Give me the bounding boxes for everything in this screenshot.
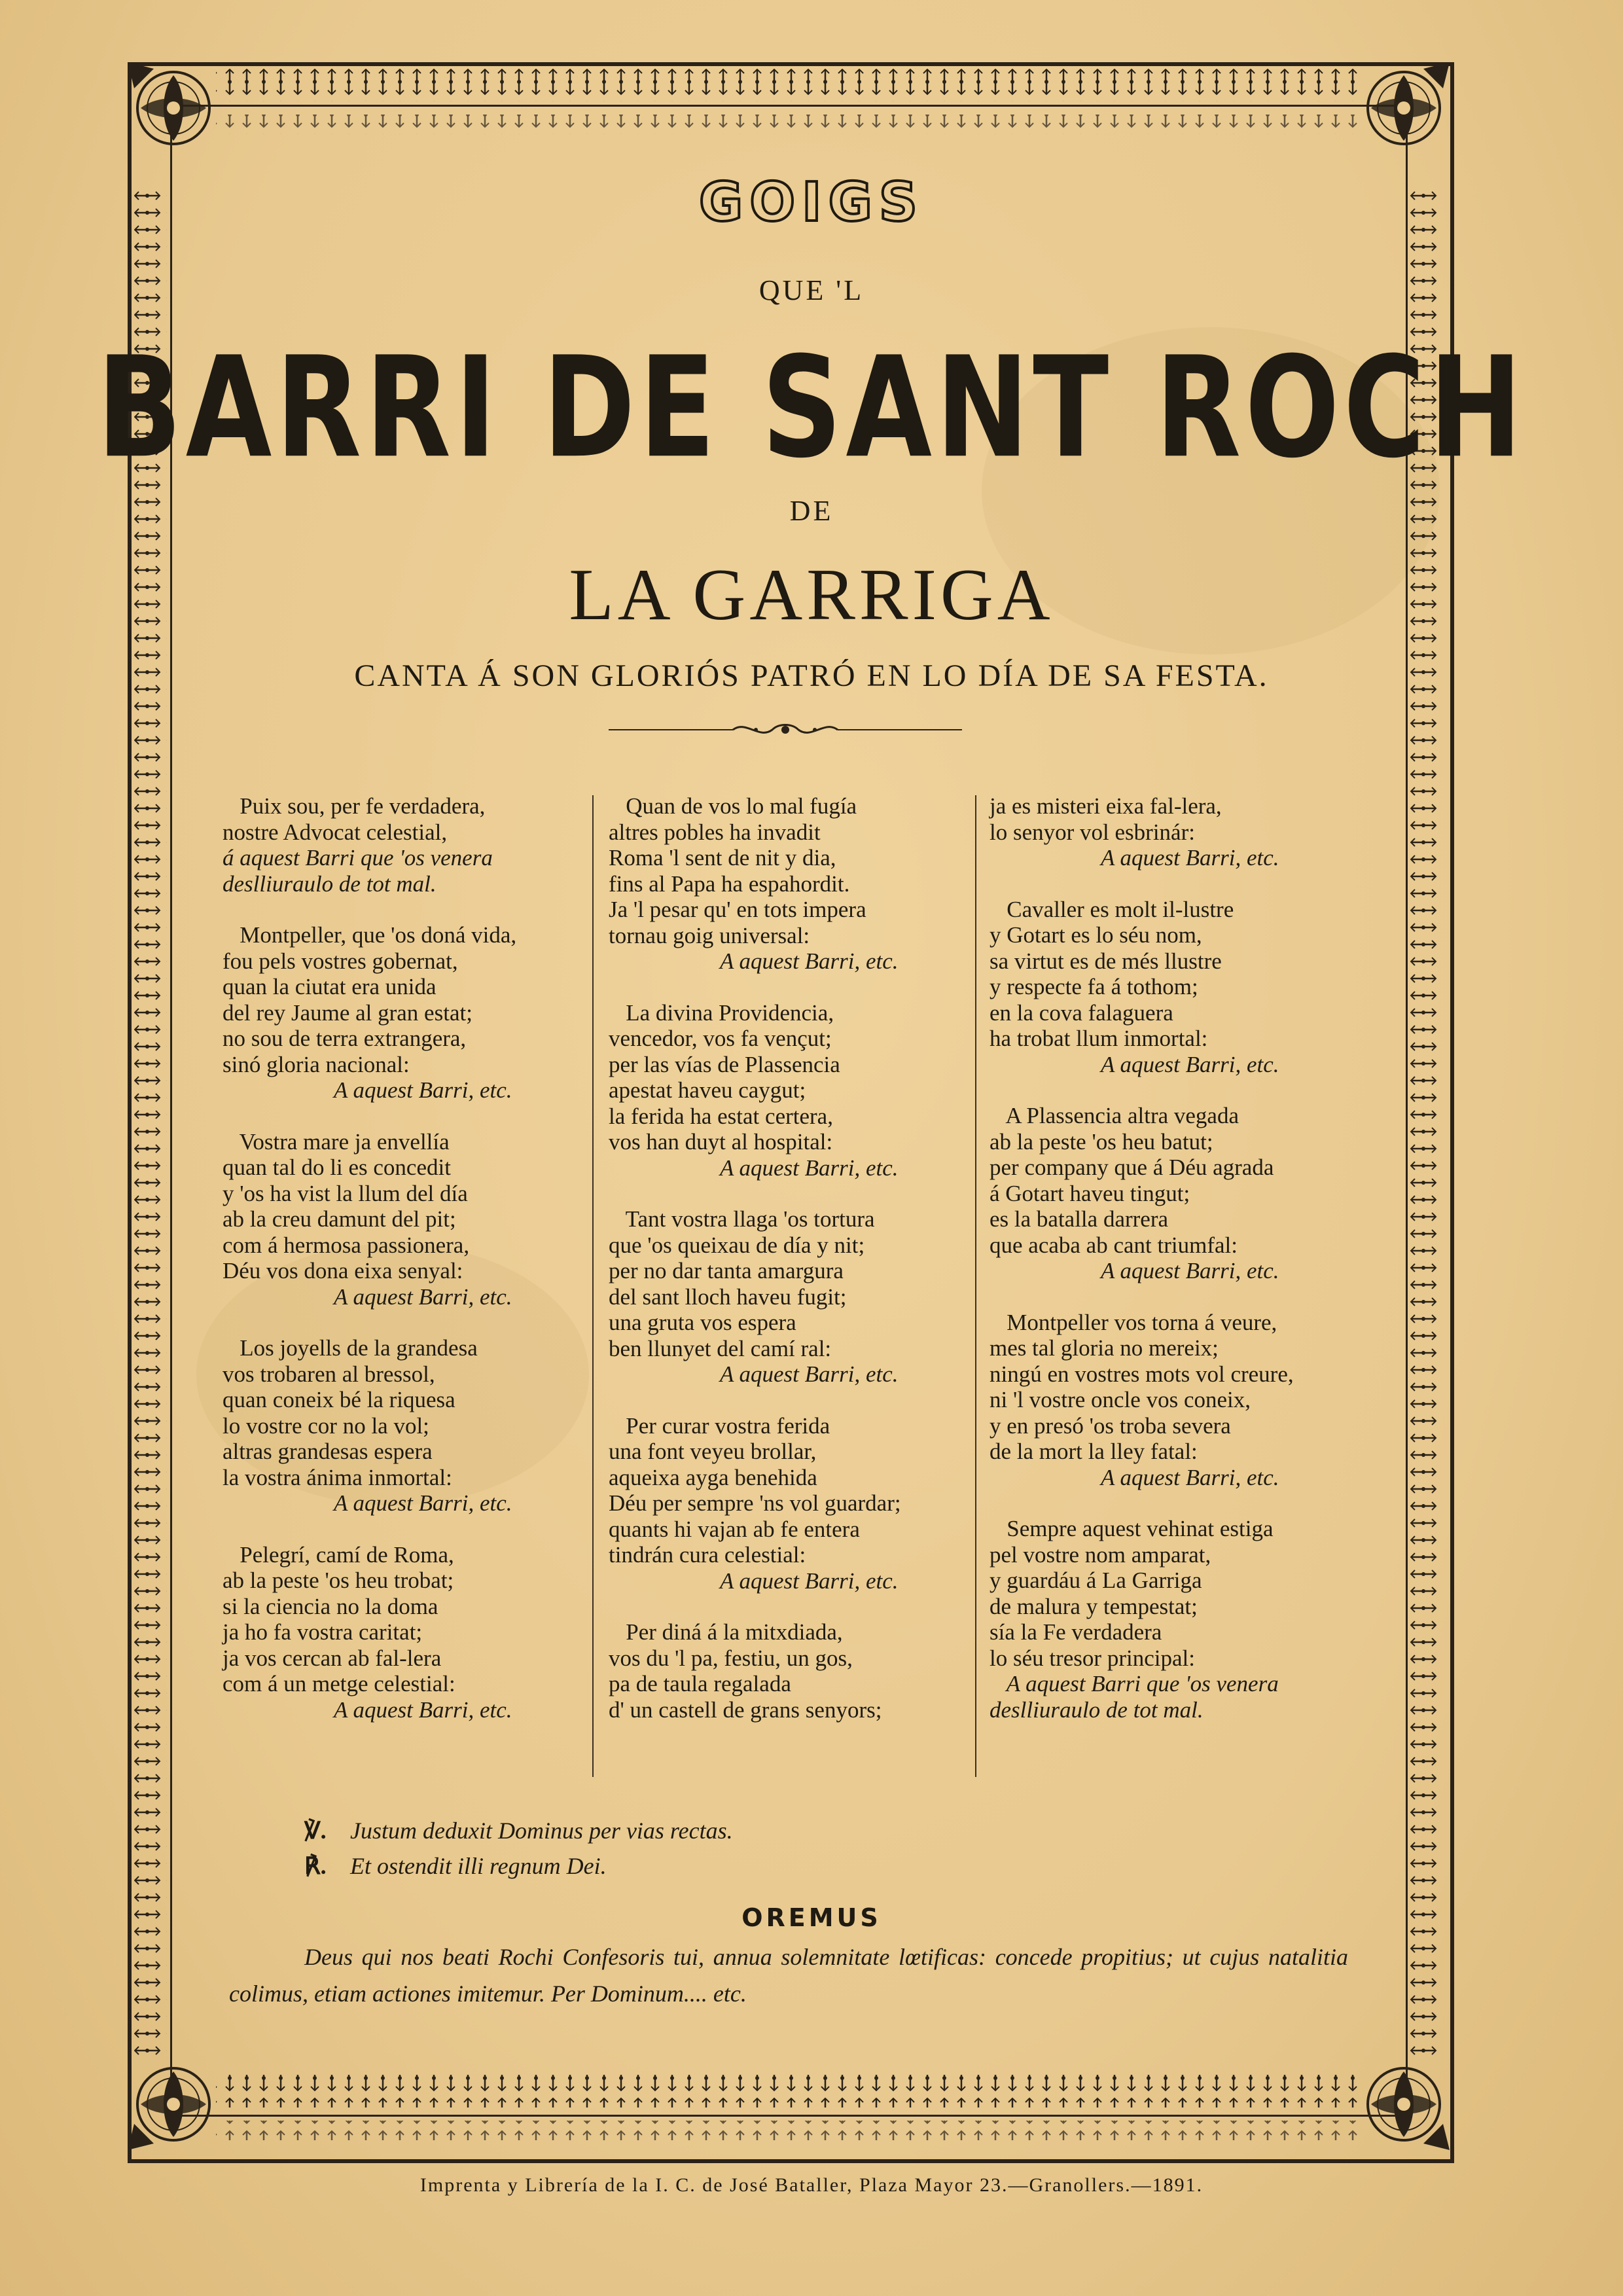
stanza	[223, 1129, 589, 1310]
verse-line: per company que á Déu agrada	[990, 1155, 1274, 1180]
verse-line: no sou de terra extrangera,	[223, 1026, 467, 1051]
response-line	[304, 1848, 733, 1884]
title-goigs: GOIGS	[699, 171, 924, 234]
verse-line: Per diná á la mitxdiada,	[609, 1619, 843, 1645]
verse-line: que acaba ab cant triumfal:	[990, 1232, 1238, 1258]
verse-line: del rey Jaume al gran estat;	[223, 999, 473, 1026]
verse-line: Déu vos dona eixa senyal:	[223, 1258, 463, 1283]
verse-line: com á un metge celestial:	[223, 1671, 455, 1696]
verse-line: de la mort la lley fatal:	[990, 1439, 1198, 1464]
verse-line: com á hermosa passionera,	[223, 1232, 470, 1258]
verse-line: quan tal do li es concedit	[223, 1155, 451, 1180]
stanza	[223, 793, 589, 897]
ornamental-rule	[609, 717, 962, 743]
verse-line: en la cova falaguera	[990, 999, 1173, 1026]
verse-line: tornau goig universal:	[609, 922, 810, 948]
verse-line: lo senyor vol esbrinár:	[990, 819, 1195, 845]
verse-line: altras grandesas espera	[223, 1439, 433, 1464]
verse-line: una gruta vos espera	[609, 1310, 796, 1335]
refrain-reference: A aquest Barri, etc.	[1101, 1464, 1279, 1490]
verse-line: sía la Fe verdadera	[990, 1619, 1162, 1645]
stanza	[990, 793, 1356, 871]
verse-column-3	[990, 793, 1356, 1748]
verse-line: ningú en vostres mots vol creure,	[990, 1361, 1294, 1387]
verse-line: y Gotart es lo séu nom,	[990, 922, 1202, 948]
verse-line: Ja 'l pesar qu' en tots impera	[609, 897, 866, 922]
verse-line: del sant lloch haveu fugit;	[609, 1283, 847, 1310]
verse-line: ab la peste 'os heu trobat;	[223, 1568, 454, 1593]
verse-line: Puix sou, per fe verdadera,	[223, 793, 486, 819]
verse-line: aqueixa ayga benehida	[609, 1464, 817, 1490]
verse-line: La divina Providencia,	[609, 999, 834, 1026]
refrain-line: á aquest Barri que 'os venera	[223, 845, 493, 870]
verse-line: Tant vostra llaga 'os tortura	[609, 1206, 875, 1232]
verse-line: Déu per sempre 'ns vol guardar;	[609, 1490, 901, 1516]
verse-line: y guardáu á La Garriga	[990, 1568, 1202, 1593]
stanza	[223, 1335, 589, 1516]
verse-line: vos trobaren al bressol,	[223, 1361, 435, 1387]
verse-column-1	[223, 793, 589, 1748]
oremus-heading: OREMUS	[741, 1903, 882, 1932]
stanza	[609, 1206, 975, 1388]
refrain-line: A aquest Barri que 'os venera	[990, 1671, 1279, 1696]
versicles	[304, 1813, 733, 1884]
verse-line: y en presó 'os troba severa	[990, 1412, 1231, 1439]
refrain-reference: A aquest Barri, etc.	[720, 1155, 899, 1181]
stanza	[223, 922, 589, 1103]
versicle-mark: ℣.	[304, 1818, 327, 1844]
verse-line: la ferida ha estat certera,	[609, 1103, 833, 1129]
stanza	[990, 1516, 1356, 1723]
refrain-reference: A aquest Barri, etc.	[1101, 845, 1279, 870]
refrain-reference: A aquest Barri, etc.	[1101, 1258, 1279, 1283]
verse-line: ja ho fa vostra caritat;	[223, 1619, 423, 1645]
verse-line: Per curar vostra ferida	[609, 1412, 830, 1439]
verse-line: Montpeller vos torna á veure,	[990, 1309, 1277, 1335]
verse-line: la vostra ánima inmortal:	[223, 1464, 452, 1490]
refrain-reference: A aquest Barri, etc.	[720, 1361, 899, 1387]
verse-column-2	[609, 793, 975, 1748]
subtitle: CANTA Á SON GLORIÓS PATRÓ EN LO DÍA DE SA FESTA.	[354, 658, 1269, 693]
refrain-reference: A aquest Barri, etc.	[334, 1696, 512, 1723]
column-divider	[975, 795, 976, 1777]
stanza	[990, 1310, 1356, 1491]
versicle-line	[304, 1813, 733, 1848]
verse-line: una font veyeu brollar,	[609, 1439, 817, 1464]
verse-line: lo vostre cor no la vol;	[223, 1412, 429, 1439]
verse-line: ni 'l vostre oncle vos coneix,	[990, 1387, 1251, 1412]
refrain-line: deslliuraulo de tot mal.	[223, 870, 437, 897]
verse-line: vos han duyt al hospital:	[609, 1129, 833, 1155]
stanza	[223, 1542, 589, 1723]
stanza	[990, 1103, 1356, 1284]
verse-line: de malura y tempestat;	[990, 1593, 1198, 1619]
title-que: QUE 'L	[758, 274, 865, 306]
verse-line: nostre Advocat celestial,	[223, 819, 448, 845]
verse-line: lo séu tresor principal:	[990, 1645, 1195, 1671]
verse-line: Cavaller es molt il-lustre	[990, 896, 1234, 922]
verse-line: quan la ciutat era unida	[223, 974, 437, 999]
verse-line: que 'os queixau de día y nit;	[609, 1232, 865, 1258]
verse-line: pel vostre nom amparat,	[990, 1541, 1211, 1568]
verse-line: Montpeller, que 'os doná vida,	[223, 922, 517, 948]
response-text: Et ostendit illi regnum Dei.	[350, 1853, 607, 1879]
verse-line: quants hi vajan ab fe entera	[609, 1516, 860, 1542]
stanza	[609, 1619, 975, 1723]
refrain-reference: A aquest Barri, etc.	[334, 1077, 512, 1103]
verse-line: á Gotart haveu tingut;	[990, 1180, 1190, 1206]
verse-line: Los joyells de la grandesa	[223, 1335, 478, 1361]
refrain-reference: A aquest Barri, etc.	[1101, 1051, 1279, 1077]
verse-line: d' un castell de grans senyors;	[609, 1696, 882, 1723]
verse-line: altres pobles ha invadit	[609, 819, 821, 845]
verse-line: sa virtut es de més llustre	[990, 948, 1222, 974]
verse-line: y 'os ha vist la llum del día	[223, 1180, 468, 1206]
verse-line: per no dar tanta amargura	[609, 1258, 844, 1283]
verse-line: ja es misteri eixa fal-lera,	[990, 793, 1222, 819]
verse-line: fins al Papa ha espahordit.	[609, 870, 850, 897]
verse-line: vencedor, vos fa vençut;	[609, 1026, 832, 1051]
verse-line: apestat haveu caygut;	[609, 1077, 806, 1103]
verse-line: fou pels vostres gobernat,	[223, 948, 458, 974]
oratio-text: Deus qui nos beati Rochi Confesoris tui, annua solemnitate lœtificas: concede propitius; ut cujus natalitia colimus, etiam actiones imitemur. Per Dominum.... etc.	[229, 1944, 1348, 2007]
refrain-reference: A aquest Barri, etc.	[334, 1283, 512, 1310]
verse-line: Sempre aquest vehinat estiga	[990, 1516, 1274, 1541]
verse-line: mes tal gloria no mereix;	[990, 1335, 1219, 1361]
verse-line: si la ciencia no la doma	[223, 1593, 438, 1619]
title-de: DE	[789, 495, 834, 527]
verse-line: pa de taula regalada	[609, 1671, 791, 1696]
column-divider	[592, 795, 594, 1777]
verse-line: Vostra mare ja envellía	[223, 1128, 450, 1155]
verse-line: Quan de vos lo mal fugía	[609, 793, 857, 819]
title-la-garriga: LA GARRIGA	[569, 554, 1054, 636]
title-barri-de-sant-roch: BARRI DE SANT ROCH	[97, 327, 1526, 490]
verse-line: ab la peste 'os heu batut;	[990, 1128, 1213, 1155]
verse-line: Roma 'l sent de nit y dia,	[609, 845, 836, 870]
refrain-reference: A aquest Barri, etc.	[720, 1568, 899, 1594]
verse-line: tindrán cura celestial:	[609, 1542, 806, 1568]
verse-line: per las vías de Plassencia	[609, 1051, 840, 1077]
verse-line: es la batalla darrera	[990, 1206, 1169, 1232]
verse-line: ja vos cercan ab fal-lera	[223, 1645, 442, 1671]
refrain-line: deslliuraulo de tot mal.	[990, 1696, 1204, 1723]
stanza	[609, 1413, 975, 1594]
stanza	[609, 793, 975, 975]
verse-line: A Plassencia altra vegada	[990, 1103, 1239, 1128]
verse-line: sinó gloria nacional:	[223, 1051, 410, 1077]
versicle-text: Justum deduxit Dominus per vias rectas.	[350, 1818, 733, 1844]
verse-line: y respecte fa á tothom;	[990, 974, 1198, 999]
response-mark: ℟.	[304, 1853, 327, 1879]
verse-line: vos du 'l pa, festiu, un gos,	[609, 1645, 853, 1671]
verse-line: ben llunyet del camí ral:	[609, 1335, 832, 1361]
refrain-reference: A aquest Barri, etc.	[720, 948, 899, 974]
verse-line: quan coneix bé la riquesa	[223, 1387, 455, 1412]
verse-line: Pelegrí, camí de Roma,	[223, 1541, 454, 1568]
verse-line: ha trobat llum inmortal:	[990, 1026, 1208, 1051]
stanza	[609, 1000, 975, 1181]
verse-line: ab la creu damunt del pit;	[223, 1206, 456, 1232]
imprint-line: Imprenta y Librería de la I. C. de José Bataller, Plaza Mayor 23.—Granollers.—1891.	[419, 2174, 1204, 2196]
stanza	[990, 897, 1356, 1078]
refrain-reference: A aquest Barri, etc.	[334, 1490, 512, 1516]
